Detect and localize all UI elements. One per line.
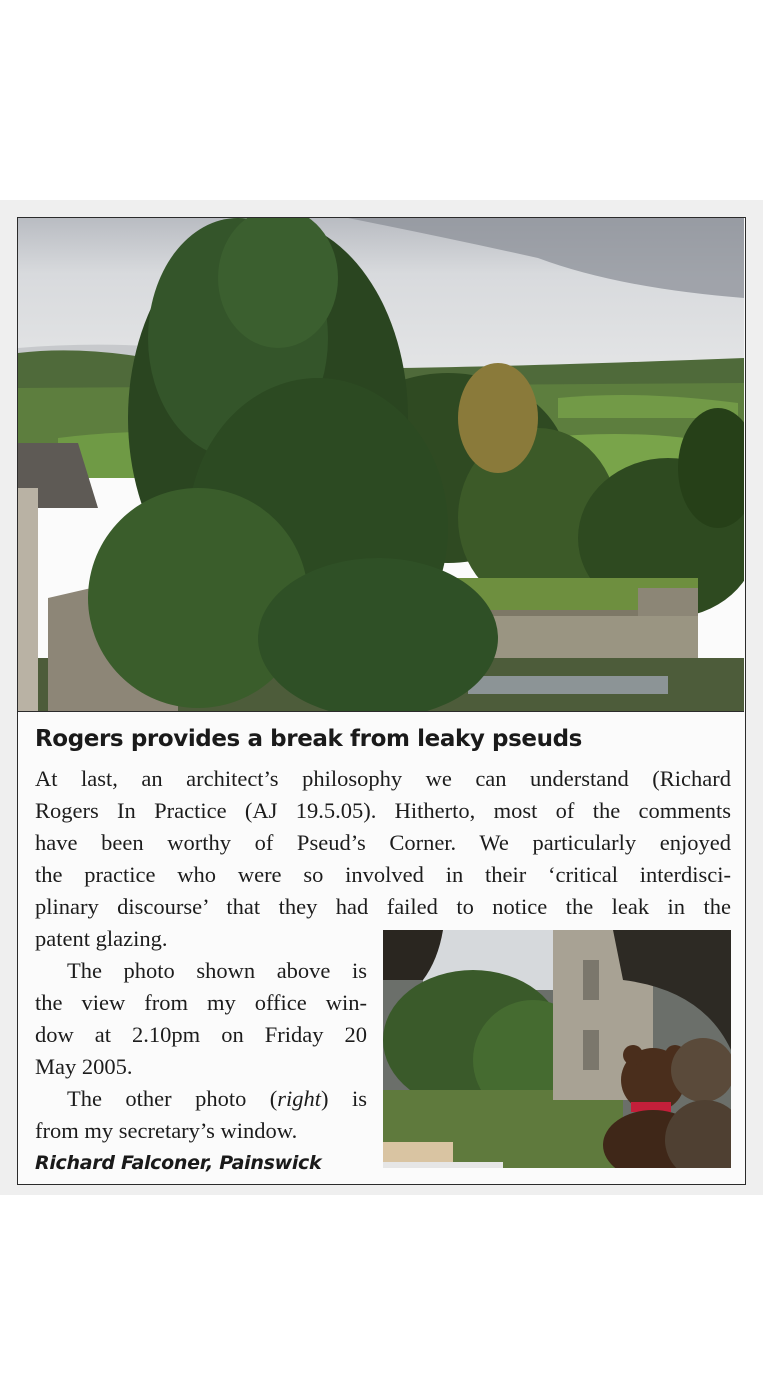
paragraph-3 xyxy=(35,1083,367,1147)
letter-article xyxy=(17,217,746,1185)
office-window-view-photo xyxy=(18,218,744,712)
paragraph-3-italic: right xyxy=(277,1086,322,1111)
paragraph-2 xyxy=(35,955,367,1083)
paragraph-1-line: At last, an architect’s philosophy we can understand (Richard xyxy=(35,766,731,791)
paragraph-1-line: the practice who were so involved in their ‘critical interdisci- xyxy=(35,862,731,887)
paragraph-3-line xyxy=(35,1083,367,1115)
paragraph-3-end: ) is xyxy=(321,1086,367,1111)
article-headline: Rogers provides a break from leaky pseuds xyxy=(35,726,582,752)
paragraph-1-line: Rogers In Practice (AJ 19.5.05). Hitherto, most of the comments xyxy=(35,798,731,823)
author-signature: Richard Falconer, Painswick xyxy=(35,1152,322,1174)
paragraph-3-line: from my secretary’s window. xyxy=(35,1118,298,1143)
paragraph-2-line: The photo shown above is xyxy=(67,958,367,983)
left-column-text xyxy=(35,955,367,1179)
paragraph-1-line: patent glazing. xyxy=(35,926,168,951)
paragraph-2-line: May 2005. xyxy=(35,1054,133,1079)
paragraph-2-line: the view from my office win- xyxy=(35,990,367,1015)
paragraph-1-line: have been worthy of Pseud’s Corner. We particularly enjoyed xyxy=(35,830,731,855)
paragraph-3-start: The other photo ( xyxy=(67,1086,278,1111)
paragraph-1-line: plinary discourse’ that they had failed to notice the leak in the xyxy=(35,894,731,919)
paragraph-1 xyxy=(35,763,731,955)
secretary-window-photo xyxy=(383,930,731,1168)
paragraph-2-line: dow at 2.10pm on Friday 20 xyxy=(35,1022,367,1047)
